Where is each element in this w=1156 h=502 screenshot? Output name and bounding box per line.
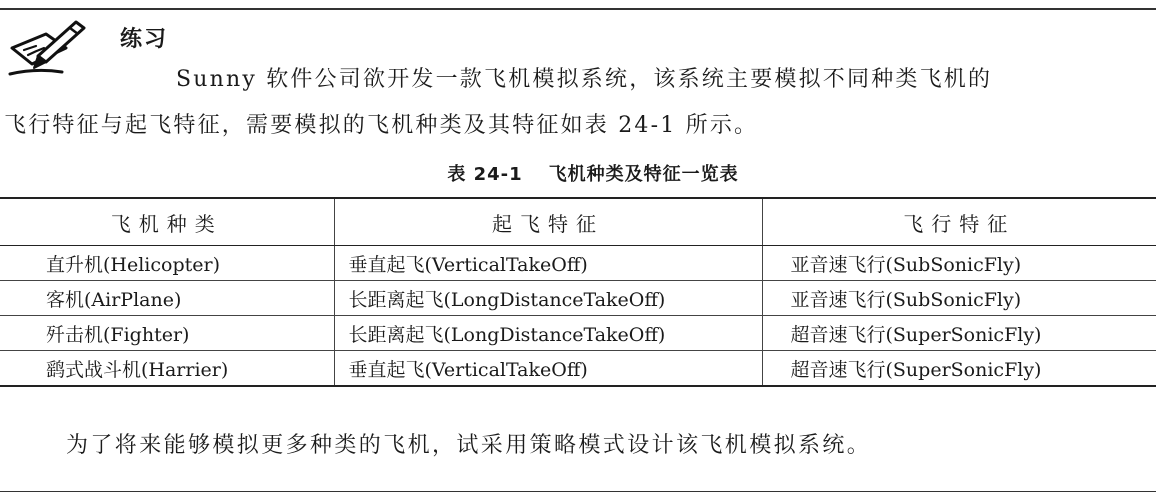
pen-writing-icon: [6, 18, 86, 76]
cell-aircraft-type: 鹞式战斗机(Harrier): [0, 351, 334, 387]
cell-aircraft-type: 歼击机(Fighter): [0, 316, 334, 351]
intro-paragraph-line-1: Sunny 软件公司欲开发一款飞机模拟系统，该系统主要模拟不同种类飞机的: [176, 67, 993, 92]
cell-flight-feature: 超音速飞行(SuperSonicFly): [762, 316, 1156, 351]
table-row: [0, 316, 1156, 351]
table-caption: [0, 160, 1156, 186]
cell-takeoff-feature: 垂直起飞(VerticalTakeOff): [334, 246, 762, 281]
exercise-title: 练习: [120, 27, 169, 52]
header-takeoff-feature: 起飞特征: [334, 198, 762, 246]
table-row: [0, 351, 1156, 387]
cell-aircraft-type: 客机(AirPlane): [0, 281, 334, 316]
cell-flight-feature: 超音速飞行(SuperSonicFly): [762, 351, 1156, 387]
aircraft-feature-table: [0, 197, 1156, 387]
table-header-row: [0, 198, 1156, 246]
header-flight-feature: 飞行特征: [762, 198, 1156, 246]
bottom-rule: [0, 491, 1156, 492]
header-aircraft-type: 飞机种类: [0, 198, 334, 246]
cell-flight-feature: 亚音速飞行(SubSonicFly): [762, 246, 1156, 281]
question-paragraph: 为了将来能够模拟更多种类的飞机，试采用策略模式设计该飞机模拟系统。: [66, 433, 872, 458]
cell-takeoff-feature: 长距离起飞(LongDistanceTakeOff): [334, 281, 762, 316]
table-caption-title: 飞机种类及特征一览表: [548, 164, 739, 185]
cell-takeoff-feature: 垂直起飞(VerticalTakeOff): [334, 351, 762, 387]
table-caption-number: 表 24-1: [447, 164, 523, 185]
cell-aircraft-type: 直升机(Helicopter): [0, 246, 334, 281]
table-row: [0, 246, 1156, 281]
top-rule: [0, 8, 1156, 10]
cell-takeoff-feature: 长距离起飞(LongDistanceTakeOff): [334, 316, 762, 351]
intro-paragraph-line-2: 飞行特征与起飞特征，需要模拟的飞机种类及其特征如表 24-1 所示。: [4, 113, 759, 138]
cell-flight-feature: 亚音速飞行(SubSonicFly): [762, 281, 1156, 316]
table-row: [0, 281, 1156, 316]
